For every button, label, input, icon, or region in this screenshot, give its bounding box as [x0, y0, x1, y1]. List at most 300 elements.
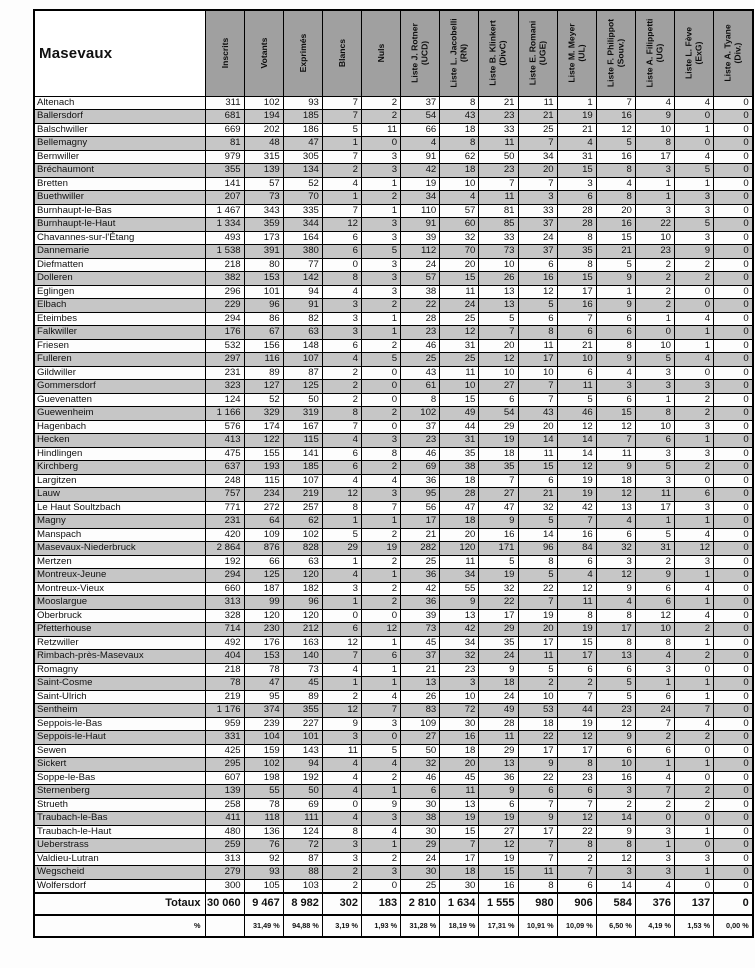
value-cell: 7 — [440, 839, 479, 853]
value-cell: 11 — [557, 596, 596, 610]
value-cell: 493 — [205, 231, 244, 245]
value-cell: 69 — [401, 461, 440, 475]
value-cell: 73 — [244, 191, 283, 205]
value-cell: 2 — [596, 798, 635, 812]
value-cell: 0 — [362, 366, 401, 380]
value-cell: 4 — [322, 285, 361, 299]
value-cell: 36 — [401, 474, 440, 488]
value-cell: 27 — [401, 731, 440, 745]
column-header-label: Liste E. Romani (UGE) — [527, 13, 548, 93]
value-cell: 22 — [518, 582, 557, 596]
value-cell: 14 — [596, 812, 635, 826]
value-cell: 1 — [675, 636, 714, 650]
value-cell: 22 — [518, 731, 557, 745]
value-cell: 0 — [714, 407, 753, 421]
value-cell: 95 — [244, 690, 283, 704]
totals-value-cell: 9 467 — [244, 893, 283, 915]
value-cell: 0 — [714, 191, 753, 205]
value-cell: 125 — [283, 380, 322, 394]
value-cell: 6 — [322, 231, 361, 245]
value-cell: 413 — [205, 434, 244, 448]
value-cell: 32 — [440, 650, 479, 664]
value-cell: 16 — [479, 528, 518, 542]
commune-name-cell: Kirchberg — [34, 461, 205, 475]
value-cell: 185 — [283, 461, 322, 475]
value-cell: 7 — [362, 704, 401, 718]
value-cell: 64 — [244, 515, 283, 529]
value-cell: 11 — [518, 447, 557, 461]
value-cell: 83 — [401, 704, 440, 718]
value-cell: 7 — [518, 177, 557, 191]
value-cell: 0 — [675, 839, 714, 853]
value-cell: 15 — [518, 461, 557, 475]
value-cell: 6 — [322, 461, 361, 475]
value-cell: 5 — [362, 744, 401, 758]
value-cell: 4 — [557, 569, 596, 583]
column-header-label: Liste M. Meyer (UL) — [566, 13, 587, 93]
value-cell: 47 — [440, 501, 479, 515]
value-cell: 9 — [518, 812, 557, 826]
value-cell: 2 — [675, 731, 714, 745]
value-cell: 1 — [675, 596, 714, 610]
value-cell: 10 — [518, 690, 557, 704]
value-cell: 8 — [596, 191, 635, 205]
value-cell: 43 — [401, 366, 440, 380]
value-cell: 0 — [714, 326, 753, 340]
value-cell: 5 — [362, 353, 401, 367]
value-cell: 660 — [205, 582, 244, 596]
value-cell: 2 — [635, 731, 674, 745]
value-cell: 3 — [557, 177, 596, 191]
value-cell: 1 — [362, 312, 401, 326]
value-cell: 0 — [675, 299, 714, 313]
value-cell: 76 — [244, 839, 283, 853]
value-cell: 0 — [714, 245, 753, 259]
value-cell: 193 — [244, 461, 283, 475]
value-cell: 0 — [714, 744, 753, 758]
value-cell: 7 — [596, 96, 635, 110]
value-cell: 118 — [244, 812, 283, 826]
value-cell: 219 — [205, 690, 244, 704]
value-cell: 3 — [635, 474, 674, 488]
value-cell: 62 — [283, 515, 322, 529]
value-cell: 30 — [401, 866, 440, 880]
value-cell: 95 — [401, 488, 440, 502]
value-cell: 36 — [401, 569, 440, 583]
value-cell: 109 — [401, 717, 440, 731]
value-cell: 0 — [714, 434, 753, 448]
value-cell: 4 — [322, 434, 361, 448]
value-cell: 91 — [401, 218, 440, 232]
value-cell: 2 — [362, 96, 401, 110]
value-cell: 87 — [283, 852, 322, 866]
value-cell: 313 — [205, 852, 244, 866]
value-cell: 1 — [675, 866, 714, 880]
value-cell: 32 — [479, 582, 518, 596]
value-cell: 3 — [635, 380, 674, 394]
value-cell: 18 — [440, 866, 479, 880]
value-cell: 2 — [635, 272, 674, 286]
value-cell: 14 — [596, 879, 635, 893]
column-header-party: (UL) — [576, 44, 587, 62]
column-header-label: Liste J. Rotner (UCD) — [410, 13, 431, 93]
commune-row — [34, 623, 753, 637]
value-cell: 8 — [557, 231, 596, 245]
value-cell: 0 — [362, 609, 401, 623]
commune-row — [34, 191, 753, 205]
value-cell: 32 — [440, 231, 479, 245]
value-cell: 18 — [596, 474, 635, 488]
value-cell: 30 — [401, 798, 440, 812]
value-cell: 32 — [401, 758, 440, 772]
value-cell: 4 — [322, 758, 361, 772]
value-cell: 8 — [596, 339, 635, 353]
value-cell: 81 — [479, 204, 518, 218]
commune-row — [34, 96, 753, 110]
value-cell: 10 — [440, 690, 479, 704]
value-cell: 282 — [401, 542, 440, 556]
value-cell: 16 — [596, 771, 635, 785]
value-cell: 4 — [675, 582, 714, 596]
value-cell: 30 — [440, 879, 479, 893]
value-cell: 4 — [635, 650, 674, 664]
value-cell: 0 — [714, 690, 753, 704]
commune-name-cell: Gommersdorf — [34, 380, 205, 394]
value-cell: 3 — [440, 677, 479, 691]
value-cell: 12 — [440, 326, 479, 340]
value-cell: 44 — [557, 704, 596, 718]
value-cell: 7 — [557, 312, 596, 326]
value-cell: 24 — [440, 299, 479, 313]
value-cell: 7 — [479, 326, 518, 340]
value-cell: 102 — [244, 96, 283, 110]
value-cell: 8 — [557, 609, 596, 623]
value-cell: 0 — [714, 299, 753, 313]
value-cell: 25 — [401, 555, 440, 569]
value-cell: 6 — [518, 785, 557, 799]
value-cell: 6 — [518, 258, 557, 272]
value-cell: 11 — [518, 339, 557, 353]
commune-name-cell: Hagenbach — [34, 420, 205, 434]
value-cell: 2 — [675, 623, 714, 637]
value-cell: 4 — [440, 191, 479, 205]
value-cell: 1 467 — [205, 204, 244, 218]
column-header-party: (DivC) — [498, 40, 509, 66]
value-cell: 0 — [714, 812, 753, 826]
value-cell: 2 — [635, 299, 674, 313]
value-cell: 0 — [714, 461, 753, 475]
commune-name-cell: Traubach-le-Haut — [34, 825, 205, 839]
value-cell: 38 — [440, 461, 479, 475]
value-cell: 9 — [596, 299, 635, 313]
commune-row — [34, 515, 753, 529]
commune-name-cell: Masevaux-Niederbruck — [34, 542, 205, 556]
value-cell: 141 — [205, 177, 244, 191]
value-cell: 28 — [557, 204, 596, 218]
value-cell: 17 — [518, 825, 557, 839]
value-cell: 0 — [714, 488, 753, 502]
value-cell: 8 — [401, 393, 440, 407]
value-cell: 6 — [362, 650, 401, 664]
value-cell: 1 — [675, 677, 714, 691]
value-cell: 3 — [322, 326, 361, 340]
value-cell: 8 — [557, 758, 596, 772]
value-cell: 4 — [675, 150, 714, 164]
value-cell: 0 — [675, 771, 714, 785]
value-cell: 7 — [322, 204, 361, 218]
value-cell: 46 — [401, 339, 440, 353]
value-cell: 0 — [675, 285, 714, 299]
value-cell: 11 — [635, 488, 674, 502]
column-header — [322, 10, 361, 96]
commune-row — [34, 177, 753, 191]
value-cell: 33 — [479, 123, 518, 137]
value-cell: 7 — [518, 137, 557, 151]
value-cell: 25 — [401, 879, 440, 893]
value-cell: 1 — [322, 515, 361, 529]
value-cell: 17 — [440, 852, 479, 866]
value-cell: 29 — [479, 623, 518, 637]
commune-row — [34, 488, 753, 502]
column-header — [714, 10, 753, 96]
value-cell: 89 — [283, 690, 322, 704]
value-cell: 50 — [283, 785, 322, 799]
value-cell: 0 — [322, 609, 361, 623]
value-cell: 1 176 — [205, 704, 244, 718]
value-cell: 0 — [714, 636, 753, 650]
commune-row — [34, 272, 753, 286]
election-results-table — [33, 9, 754, 938]
value-cell: 532 — [205, 339, 244, 353]
value-cell: 4 — [596, 596, 635, 610]
value-cell: 3 — [635, 663, 674, 677]
percentage-value-cell: 17,31 % — [479, 915, 518, 937]
commune-name-cell: Bréchaumont — [34, 164, 205, 178]
value-cell: 0 — [714, 758, 753, 772]
value-cell: 11 — [440, 285, 479, 299]
value-cell: 12 — [675, 542, 714, 556]
value-cell: 14 — [518, 434, 557, 448]
value-cell: 91 — [283, 299, 322, 313]
value-cell: 78 — [244, 798, 283, 812]
value-cell: 2 — [362, 110, 401, 124]
value-cell: 0 — [714, 204, 753, 218]
value-cell: 37 — [401, 96, 440, 110]
value-cell: 1 — [362, 663, 401, 677]
value-cell: 12 — [557, 731, 596, 745]
value-cell: 37 — [518, 245, 557, 259]
commune-row — [34, 771, 753, 785]
value-cell: 0 — [675, 663, 714, 677]
value-cell: 2 — [362, 299, 401, 313]
column-header-label: Liste A. Tyane (Div.) — [723, 13, 744, 93]
value-cell: 12 — [362, 623, 401, 637]
value-cell: 323 — [205, 380, 244, 394]
value-cell: 101 — [283, 731, 322, 745]
value-cell: 5 — [322, 123, 361, 137]
value-cell: 8 — [596, 609, 635, 623]
value-cell: 173 — [244, 231, 283, 245]
value-cell: 1 — [362, 515, 401, 529]
commune-name-cell: Largitzen — [34, 474, 205, 488]
percentage-value-cell: 31,49 % — [244, 915, 283, 937]
column-header — [675, 10, 714, 96]
value-cell: 7 — [518, 798, 557, 812]
value-cell: 6 — [596, 663, 635, 677]
value-cell: 20 — [596, 204, 635, 218]
commune-name-cell: Saint-Ulrich — [34, 690, 205, 704]
value-cell: 12 — [596, 852, 635, 866]
value-cell: 96 — [518, 542, 557, 556]
value-cell: 8 — [322, 407, 361, 421]
value-cell: 7 — [518, 852, 557, 866]
value-cell: 17 — [518, 636, 557, 650]
value-cell: 4 — [675, 528, 714, 542]
value-cell: 38 — [401, 812, 440, 826]
column-header-label: Votants — [258, 37, 269, 69]
commune-row — [34, 123, 753, 137]
value-cell: 31 — [557, 150, 596, 164]
value-cell: 16 — [440, 731, 479, 745]
value-cell: 7 — [479, 177, 518, 191]
value-cell: 3 — [635, 866, 674, 880]
value-cell: 0 — [714, 447, 753, 461]
value-cell: 0 — [362, 380, 401, 394]
value-cell: 27 — [479, 825, 518, 839]
value-cell: 11 — [518, 96, 557, 110]
value-cell: 35 — [440, 447, 479, 461]
value-cell: 6 — [557, 366, 596, 380]
value-cell: 0 — [714, 218, 753, 232]
value-cell: 55 — [244, 785, 283, 799]
commune-name-cell: Traubach-le-Bas — [34, 812, 205, 826]
value-cell: 6 — [675, 488, 714, 502]
value-cell: 19 — [518, 609, 557, 623]
value-cell: 174 — [244, 420, 283, 434]
column-header — [205, 10, 244, 96]
commune-name-cell: Gildwiller — [34, 366, 205, 380]
value-cell: 42 — [440, 623, 479, 637]
column-header-label: Exprimés — [297, 33, 308, 73]
value-cell: 140 — [283, 650, 322, 664]
value-cell: 37 — [518, 218, 557, 232]
value-cell: 12 — [322, 704, 361, 718]
value-cell: 3 — [362, 717, 401, 731]
value-cell: 294 — [205, 312, 244, 326]
value-cell: 3 — [675, 852, 714, 866]
value-cell: 186 — [283, 123, 322, 137]
column-header-label: Nuls — [375, 43, 386, 63]
value-cell: 18 — [440, 123, 479, 137]
percentage-value-cell: 18,19 % — [440, 915, 479, 937]
value-cell: 45 — [401, 636, 440, 650]
value-cell: 16 — [596, 218, 635, 232]
value-cell: 3 — [675, 501, 714, 515]
value-cell: 6 — [596, 744, 635, 758]
value-cell: 19 — [557, 623, 596, 637]
commune-name-cell: Bretten — [34, 177, 205, 191]
value-cell: 32 — [518, 501, 557, 515]
commune-name-cell: Magny — [34, 515, 205, 529]
value-cell: 2 — [635, 798, 674, 812]
value-cell: 13 — [596, 501, 635, 515]
value-cell: 61 — [401, 380, 440, 394]
value-cell: 8 — [322, 272, 361, 286]
value-cell: 24 — [518, 231, 557, 245]
value-cell: 12 — [479, 353, 518, 367]
column-header — [440, 10, 479, 96]
commune-name-cell: Elbach — [34, 299, 205, 313]
value-cell: 46 — [401, 771, 440, 785]
value-cell: 9 — [479, 515, 518, 529]
value-cell: 30 — [440, 717, 479, 731]
value-cell: 1 — [362, 204, 401, 218]
value-cell: 73 — [283, 663, 322, 677]
value-cell: 8 — [596, 164, 635, 178]
percentages-row — [34, 915, 753, 937]
percentage-value-cell: 4,19 % — [635, 915, 674, 937]
value-cell: 19 — [479, 812, 518, 826]
commune-name-cell: Eglingen — [34, 285, 205, 299]
value-cell: 0 — [322, 798, 361, 812]
value-cell: 26 — [401, 690, 440, 704]
value-cell: 29 — [401, 839, 440, 853]
value-cell: 5 — [635, 353, 674, 367]
value-cell: 11 — [557, 380, 596, 394]
value-cell: 94 — [283, 285, 322, 299]
column-header-party: (Div.) — [732, 42, 743, 64]
value-cell: 0 — [714, 825, 753, 839]
percentage-value-cell: 10,09 % — [557, 915, 596, 937]
value-cell: 0 — [714, 231, 753, 245]
value-cell: 23 — [479, 164, 518, 178]
value-cell: 202 — [244, 123, 283, 137]
value-cell: 9 — [596, 582, 635, 596]
value-cell: 5 — [518, 515, 557, 529]
value-cell: 7 — [557, 866, 596, 880]
value-cell: 6 — [322, 623, 361, 637]
value-cell: 38 — [401, 285, 440, 299]
value-cell: 134 — [283, 164, 322, 178]
value-cell: 404 — [205, 650, 244, 664]
value-cell: 7 — [596, 434, 635, 448]
commune-name-cell: Hecken — [34, 434, 205, 448]
value-cell: 23 — [401, 326, 440, 340]
commune-name-cell: Burnhaupt-le-Bas — [34, 204, 205, 218]
percentage-value-cell: 1,93 % — [362, 915, 401, 937]
value-cell: 4 — [675, 609, 714, 623]
value-cell: 52 — [283, 177, 322, 191]
value-cell: 13 — [440, 609, 479, 623]
value-cell: 0 — [714, 663, 753, 677]
value-cell: 16 — [518, 272, 557, 286]
value-cell: 7 — [362, 501, 401, 515]
value-cell: 120 — [283, 569, 322, 583]
value-cell: 63 — [283, 555, 322, 569]
value-cell: 10 — [557, 353, 596, 367]
value-cell: 2 — [362, 555, 401, 569]
value-cell: 294 — [205, 569, 244, 583]
value-cell: 18 — [440, 164, 479, 178]
value-cell: 0 — [714, 272, 753, 286]
commune-row — [34, 204, 753, 218]
value-cell: 0 — [362, 731, 401, 745]
value-cell: 0 — [362, 879, 401, 893]
value-cell: 4 — [322, 771, 361, 785]
value-cell: 234 — [244, 488, 283, 502]
value-cell: 29 — [479, 744, 518, 758]
value-cell: 1 — [322, 596, 361, 610]
